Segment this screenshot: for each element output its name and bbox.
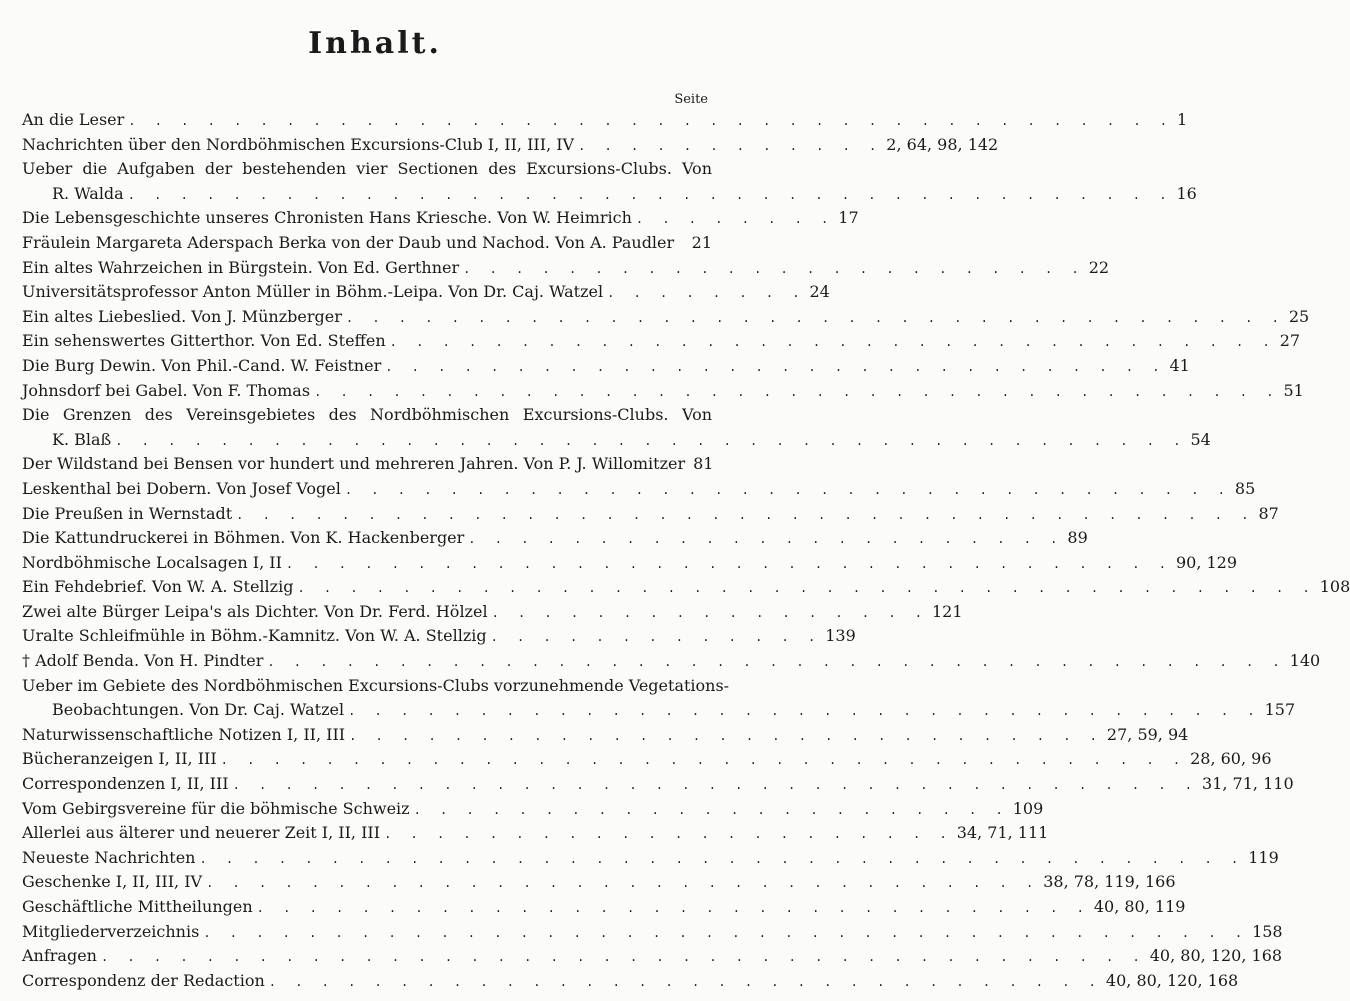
toc-entry [22,280,830,305]
entry-page: 90, 129 [1175,552,1238,572]
leader-dots: . . . . . . . . . . . . . . . . . . . . . . . . . . . . . . . . . . . . . . . [267,655,1286,670]
leader-dots: . . . . . . . . . . . . . . . . . . . . . . . . . . . . . . . . . . . . . . . . [203,925,1249,940]
leader-dots: . . . . . . . . . . . . . . . . . . . . . . . . . . . . . . . . [268,974,1102,989]
entry-title: Zwei alte Bürger Leipa's als Dichter. Von Dr. Ferd. Hölzel [22,601,488,621]
entry-title-line2: R. Walda [52,183,124,203]
leader-dots: . . . . . . . . [635,212,835,227]
toc-entry [22,747,1272,772]
entry-title: Die Lebensgeschichte unseres Chronisten Hans Kriesche. Von W. Heimrich [22,208,632,228]
toc-entry [22,354,1190,379]
entry-page: 22 [1088,257,1110,277]
entry-page: 34, 71, 111 [956,823,1049,843]
entry-title: Neueste Nachrichten [22,847,196,867]
entry-page: 108 [1319,577,1350,597]
toc-entry [22,772,1294,797]
entry-title: Uralte Schleifmühle in Böhm.-Kamnitz. Von W. A. Stellzig [22,626,487,646]
entry-title: Der Wildstand bei Bensen vor hundert und mehreren Jahren. Von P. J. Willomitzer [22,454,686,474]
leader-dots: . . . . . . . . . . . . . . . . . . . . . . . [413,802,1009,817]
entry-title: Ein altes Wahrzeichen in Bürgstein. Von Ed. Gerthner [22,257,460,277]
entry-page: 81 [693,454,714,474]
toc-entry [22,231,712,256]
toc-entry [22,133,999,158]
entry-page: 140 [1289,651,1321,671]
leader-dots: . . . . . . . . . . . . . . . . . . . . . . . . . . . . . . . . [206,876,1040,891]
leader-dots: . . . . . . . . . . . . . . . . . . . . . . . . . . . . . . . . . . . . . . . . . [115,433,1187,448]
entry-title: † Adolf Benda. Von H. Pindter [22,651,264,671]
toc-entry [22,698,1296,723]
entry-page: 121 [932,601,963,621]
toc-entry [22,920,1283,945]
leader-dots: . . . . . . . . . . . . . . . . . . . . . . . . . . . . . . . . . . [285,556,1172,571]
entry-title: Geschäftliche Mittheilungen [22,897,253,916]
entry-page: 16 [1176,183,1197,203]
entry-page: 89 [1067,528,1088,548]
leader-dots: . . . . . . . . . . . . . . . . . . . . . . . . . . . . . . . . . . [344,482,1231,497]
toc-entry [22,551,1238,576]
toc-entry [22,526,1088,551]
entry-page: 1 [1177,110,1188,129]
toc-entry [22,329,1301,354]
entry-page: 157 [1264,700,1296,720]
leader-dots: . . . . . . . . . . . . . . . . . . . . . . . . . . . . . . . . . . . . . . . . [128,114,1174,128]
leader-dots: . . . . . . . . . . . . . . . . . . . . . . . . . . . . . . . . . . . . . [314,384,1280,399]
entry-title: Universitätsprofessor Anton Müller in Böhm.-Leipa. Von Dr. Caj. Watzel [22,282,604,302]
toc-entry [22,870,1176,895]
leader-dots: . . . . . . . . . . . . . . . . . . . . . . . . . . . . . . . . . . . . . [232,778,1199,793]
entry-title: Ein sehenswertes Gitterthor. Von Ed. Steffen [22,331,386,351]
entry-page: 24 [809,282,830,302]
leader-dots: . . . . . . . . . . . . . . . . . . . . . . . . . . . . . . . . . . . . . . . [236,507,1255,522]
toc-entry [22,797,1044,822]
entry-title: Die Burg Dewin. Von Phil.-Cand. W. Feistner [22,355,382,375]
entry-title: Ein Fehdebrief. Von W. A. Stellzig [22,577,294,597]
leader-dots: . . . . . . . . . . . . . . . . . . . . . . . . . . . . . . . . [256,901,1090,915]
entry-page: 85 [1234,478,1256,498]
toc-entry [22,305,1310,330]
entry-title: Correspondenzen I, II, III [22,774,229,794]
toc-entry [22,477,1256,502]
entry-title: Ein altes Liebeslied. Von J. Münzberger [22,306,342,326]
entry-title: Geschenke I, II, III, IV [22,872,203,892]
entry-page: 31, 71, 110 [1202,774,1294,794]
entry-page: 27 [1279,331,1301,351]
entry-page: 119 [1248,847,1279,867]
entry-title: Mitgliederverzeichnis [22,921,200,941]
toc-entry [22,575,1350,600]
entry-page: 139 [825,626,856,646]
entry-page: 40, 80, 120, 168 [1105,970,1239,990]
entry-title: Nordböhmische Localsagen I, II [22,552,282,572]
toc-entry [22,379,1304,404]
toc-entry [22,182,1197,207]
entry-page: 17 [838,208,859,228]
leader-dots: . . . . . . . . . . . . . . . . . . . . . . . . . . . . . . . . . . . . . . . . [127,187,1173,202]
leader-dots: . . . . . . . . . . . . . [490,630,822,645]
entry-title: Die Preußen in Wernstadt [22,503,233,523]
leader-dots: . . . . . . . . . . . . . . . . . . . . . . . . . . . . . . . . . . . . . . . . [199,851,1245,866]
entry-title: Fräulein Margareta Aderspach Berka von der Daub und Nachod. Von A. Paudler [22,232,675,252]
leader-dots: . . . . . . . . . . . . . . . . . . . . . . . . . . . . . . . . . . . . . . . [297,581,1316,596]
leader-dots: . . . . . . . . . . . . . . . . . . . . . . . . [463,261,1085,276]
toc-entry [22,256,1110,281]
entry-page: 87 [1258,503,1279,523]
toc-entry [22,108,1188,133]
leader-dots: . . . . . . . . . . . . . . . . . . . . . . . . . . . . . . [385,359,1166,374]
entry-title-line1: Ueber im Gebiete des Nordböhmischen Excursions-Clubs vorzunehmende Vegetations- [22,675,730,695]
entry-title: Nachrichten über den Nordböhmischen Excursions-Club I, II, III, IV [22,134,575,154]
leader-dots: . . . . . . . . . . . . [578,138,883,153]
toc-entry [22,846,1279,871]
entry-title-line1: Die Grenzen des Vereinsgebietes des Nordböhmischen Excursions-Clubs. Von [22,405,712,425]
entry-title-line2: K. Blaß [52,429,112,449]
leader-dots: . . . . . . . . [607,286,806,301]
toc-entry [22,969,1239,994]
entry-page: 27, 59, 94 [1106,724,1189,744]
table-of-contents [22,108,1350,993]
entry-title: Naturwissenschaftliche Notizen I, II, III [22,724,346,744]
page-title: Inhalt. [308,26,442,61]
toc-entry [22,502,1279,527]
toc-entry [22,624,856,649]
leader-dots: . . . . . . . . . . . . . . . . . . . . . . . . . . . . . . . . . . . . . . . . [100,950,1146,965]
entry-page: 25 [1288,306,1310,326]
entry-page: 40, 80, 119 [1093,897,1186,916]
leader-dots: . . . . . . . . . . . . . . . . . . . . . . . . . . . . . . . . . . . [348,704,1261,719]
leader-dots: . . . . . . . . . . . . . . . . . . . . . . . . . . . . . . . . . . . . . [220,753,1187,768]
entry-title: Anfragen [22,946,97,966]
toc-entry [22,944,1283,969]
entry-page: 158 [1252,921,1283,941]
entry-title: Leskenthal bei Dobern. Von Josef Vogel [22,478,341,498]
entry-page: 41 [1169,355,1190,375]
page-column-label: Seite [674,92,708,107]
entry-page: 38, 78, 119, 166 [1043,872,1176,892]
entry-title-line1: Ueber die Aufgaben der bestehenden vier Sectionen des Excursions-Clubs. Von [22,159,712,179]
leader-dots: . . . . . . . . . . . . . . . . . [491,605,928,620]
entry-page: 21 [691,232,712,252]
entry-title: Johnsdorf bei Gabel. Von F. Thomas [22,380,311,400]
entry-page: 51 [1283,380,1304,400]
entry-page: 40, 80, 120, 168 [1149,946,1283,966]
leader-dots: . . . . . . . . . . . . . . . . . . . . . . [384,827,953,842]
entry-title: Vom Gebirgsvereine für die böhmische Schweiz [22,798,410,818]
toc-entry [22,428,1211,453]
toc-entry [22,649,1321,674]
entry-page: 28, 60, 96 [1190,749,1272,769]
leader-dots: . . . . . . . . . . . . . . . . . . . . . . . . . . . . . . . . . . [389,335,1276,350]
entry-title: Bücheranzeigen I, II, III [22,749,217,769]
leader-dots: . . . . . . . . . . . . . . . . . . . . . . . [468,532,1064,547]
entry-title: Correspondenz der Redaction [22,970,265,990]
entry-title: Allerlei aus älterer und neuerer Zeit I, II, III [22,823,381,843]
entry-page: 2, 64, 98, 142 [886,134,999,154]
leader-dots: . . . . . . . . . . . . . . . . . . . . . . . . . . . . . . . . . . . . [345,310,1285,325]
toc-entry [22,895,1186,920]
toc-entry [22,206,859,231]
entry-page: 54 [1190,429,1211,449]
toc-entry [22,723,1189,748]
entry-page: 109 [1012,798,1044,818]
entry-title-line2: Beobachtungen. Von Dr. Caj. Watzel [52,700,345,720]
leader-dots: . . . . . . . . . . . . . . . . . . . . . . . . . . . . . [349,728,1103,743]
toc-entry [22,452,712,477]
toc-entry [22,821,1049,846]
entry-title: An die Leser [22,110,125,129]
entry-title: Die Kattundruckerei in Böhmen. Von K. Hackenberger [22,528,465,548]
toc-entry [22,600,963,625]
